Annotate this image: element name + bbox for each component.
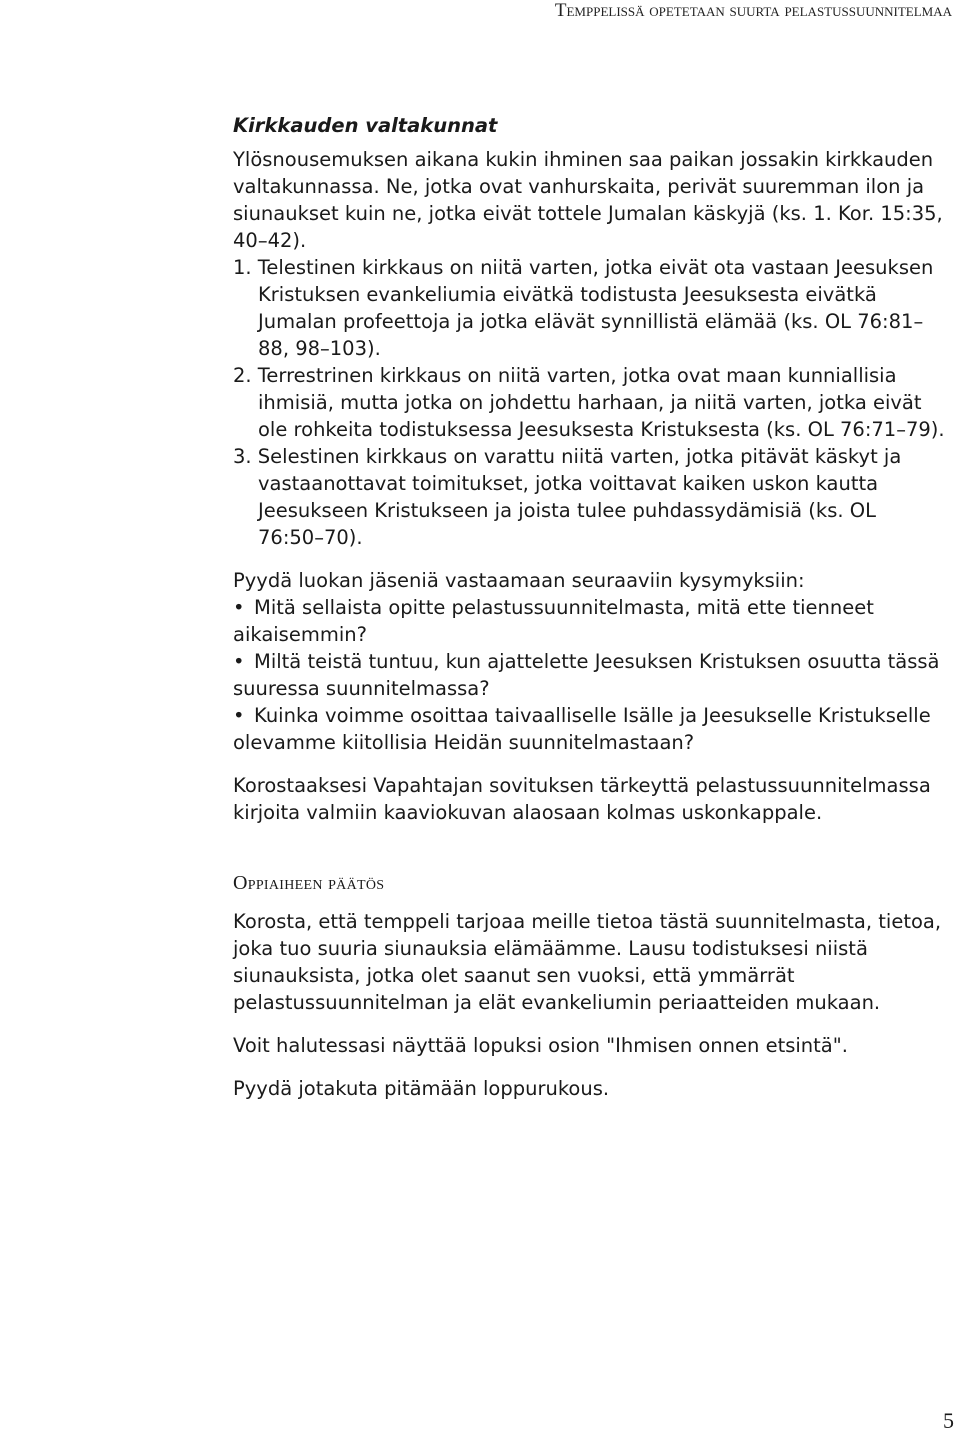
- page-number: 5: [943, 1408, 954, 1433]
- list-item-telestial: 1. Telestinen kirkkaus on niitä varten, jotka eivät ota vastaan Jeesuksen Kristuksen evankeliumia eivätkä todistusta Jeesuksesta eivätkä Jumalan profeettoja ja jotka elävät synnillistä elämää (ks. OL 76:81–88, 98–103).: [233, 256, 934, 360]
- closing-prayer: Pyydä jotakuta pitämään loppurukous.: [233, 1077, 610, 1100]
- bullet-icon: •: [233, 704, 245, 727]
- list-item-celestial: 3. Selestinen kirkkaus on varattu niitä varten, jotka pitävät käskyt ja vastaanottavat toimitukset, jotka voittavat kaiken uskon kautta Jeesukseen Kristukseen ja joista tulee puhdassydämisiä (ks. OL 76:50–70).: [233, 445, 902, 549]
- section-title: Oppiaiheen päätös: [233, 872, 385, 894]
- conclusion-paragraph: Korosta, että temppeli tarjoaa meille tietoa tästä suunnitelmasta, tietoa, joka tuo suuria siunauksia elämäämme. Lausu todistuksesi niistä siunauksista, jotka olet saanut sen vuoksi, että ymmärrät pelastussuunnitelman ja elät evankeliumin periaatteiden mukaan.: [233, 910, 942, 1014]
- bullet-icon: •: [233, 596, 245, 619]
- video-suggestion: Voit halutessasi näyttää lopuksi osion "Ihmisen onnen etsintä".: [233, 1034, 848, 1057]
- page-body: [233, 112, 945, 1102]
- instruction-paragraph: Pyydä luokan jäseniä vastaamaan seuraaviin kysymyksiin:: [233, 569, 805, 592]
- closing-paragraph: Korostaaksesi Vapahtajan sovituksen tärkeyttä pelastussuunnitelmassa kirjoita valmiin kaaviokuvan alaosaan kolmas uskonkappale.: [233, 774, 931, 824]
- intro-paragraph: Ylösnousemuksen aikana kukin ihminen saa paikan jossakin kirkkauden valtakunnassa. Ne, jotka ovat vanhurskaita, perivät suuremman ilon ja siunaukset kuin ne, jotka eivät tottele Jumalan käskyjä (ks. 1. Kor. 15:35, 40–42).: [233, 148, 943, 252]
- question-item: • Kuinka voimme osoittaa taivaalliselle Isälle ja Jeesukselle Kristukselle olevamme kiitollisia Heidän suunnitelmastaan?: [233, 704, 931, 754]
- question-item: • Miltä teistä tuntuu, kun ajattelette Jeesuksen Kristuksen osuutta tässä suuressa suunnitelmassa?: [233, 650, 940, 700]
- running-header: Temppelissä opetetaan suurta pelastussuunnitelmaa: [554, 0, 952, 21]
- question-item: • Mitä sellaista opitte pelastussuunnitelmasta, mitä ette tienneet aikaisemmin?: [233, 596, 874, 646]
- list-item-terrestrial: 2. Terrestrinen kirkkaus on niitä varten, jotka ovat maan kunniallisia ihmisiä, mutta jotka on johdettu harhaan, ja niitä varten, jotka eivät ole rohkeita todistuksessa Jeesuksesta Kristuksesta (ks. OL 76:71–79).: [233, 364, 945, 441]
- section-subheading: Kirkkauden valtakunnat: [233, 114, 498, 137]
- bullet-icon: •: [233, 650, 245, 673]
